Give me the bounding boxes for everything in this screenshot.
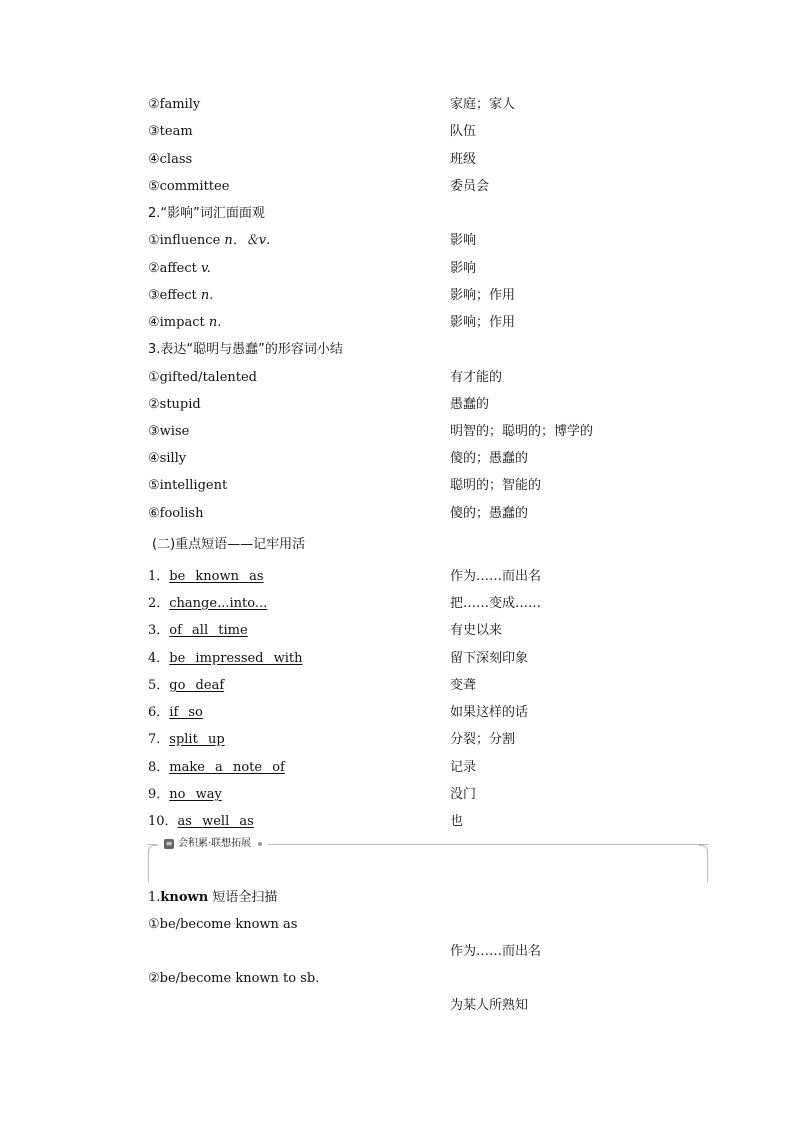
phrase-number: 7． — [148, 732, 170, 747]
vocab-row — [148, 476, 714, 496]
known-meaning: 作为……而出名 — [450, 944, 542, 959]
dot-icon — [258, 842, 262, 846]
phrase-number: 5． — [148, 678, 170, 693]
vocab-word: ③effect n. — [148, 288, 214, 303]
phrase-row — [148, 703, 714, 723]
vocab-meaning: 傻的；愚蠢的 — [450, 506, 529, 521]
box-label — [158, 836, 268, 852]
vocab-word: ②stupid — [148, 397, 201, 412]
vocab-meaning: 聪明的；智能的 — [450, 478, 542, 493]
phrase-number: 3． — [148, 623, 170, 638]
phrase-row — [148, 567, 714, 587]
phrase-meaning: 记录 — [450, 760, 477, 775]
vocab-row — [148, 177, 714, 197]
phrase-text: split up — [169, 732, 225, 747]
phrase-row — [148, 812, 714, 832]
phrase-meaning: 如果这样的话 — [450, 705, 529, 720]
vocab-meaning: 傻的；愚蠢的 — [450, 451, 529, 466]
vocab-word: ⑤committee — [148, 179, 230, 194]
phrase-meaning: 分裂；分割 — [450, 732, 516, 747]
known-keyword: known — [160, 890, 209, 905]
vocab-word: ④class — [148, 152, 193, 167]
box-border-left — [148, 845, 157, 882]
vocab-row — [148, 313, 714, 333]
phrase-text: be known as — [169, 569, 264, 584]
phrase-number: 2． — [148, 596, 170, 611]
phrase-number: 9． — [148, 787, 170, 802]
phrase-meaning: 留下深刻印象 — [450, 651, 529, 666]
vocab-meaning: 愚蠢的 — [450, 397, 490, 412]
known-phrase: ②be/become known to sb. — [148, 971, 320, 986]
phrase-text: go deaf — [169, 678, 225, 693]
phrase-row — [148, 730, 714, 750]
phrase-number: 4． — [148, 651, 170, 666]
phrase-row — [148, 785, 714, 805]
phrase-text: be impressed with — [169, 651, 303, 666]
phrase-text: of all time — [169, 623, 248, 638]
phrase-row — [148, 649, 714, 669]
vocab-meaning: 影响；作用 — [450, 288, 516, 303]
vocab-row — [148, 449, 714, 469]
phrase-meaning: 作为……而出名 — [450, 569, 542, 584]
vocab-row — [148, 368, 714, 388]
vocab-row — [148, 286, 714, 306]
vocab-meaning: 有才能的 — [450, 370, 503, 385]
phrase-text: if so — [169, 705, 203, 720]
vocab-row — [148, 504, 714, 524]
phrase-row — [148, 594, 714, 614]
vocab-meaning: 委员会 — [450, 179, 490, 194]
known-item — [148, 969, 714, 989]
vocab-meaning: 影响 — [450, 261, 477, 276]
extension-box — [148, 838, 708, 881]
phrase-text: make a note of — [169, 760, 285, 775]
known-heading — [148, 888, 714, 908]
phrase-number: 10． — [148, 814, 178, 829]
known-phrase: ①be/become known as — [148, 917, 298, 932]
vocab-row — [148, 422, 714, 442]
vocab-row — [148, 395, 714, 415]
vocab-meaning: 队伍 — [450, 124, 477, 139]
vocab-word: ②family — [148, 97, 201, 112]
vocab-row — [148, 231, 714, 251]
vocab-meaning: 影响 — [450, 233, 477, 248]
vocab-word: ③team — [148, 124, 193, 139]
phrase-number: 8． — [148, 760, 170, 775]
vocab-word: ④impact n. — [148, 315, 222, 330]
section-heading: 2.“影响”词汇面面观 — [148, 206, 265, 221]
phrase-row — [148, 758, 714, 778]
phrase-text: change...into... — [169, 596, 268, 611]
vocab-word: ①gifted/talented — [148, 370, 258, 385]
vocab-meaning: 班级 — [450, 152, 477, 167]
vocab-word: ④silly — [148, 451, 187, 466]
phrase-meaning: 也 — [450, 814, 464, 829]
phrase-text: as well as — [177, 814, 254, 829]
phrases-heading: (二)重点短语——记牢用活 — [152, 537, 306, 552]
vocab-word: ⑥foolish — [148, 506, 204, 521]
vocab-word: ②affect v. — [148, 261, 211, 276]
known-item — [148, 915, 714, 935]
vocab-word: ③wise — [148, 424, 190, 439]
vocab-row — [148, 259, 714, 279]
phrase-row — [148, 621, 714, 641]
known-item-meaning-row — [148, 942, 714, 962]
section-heading: 3.表达“聪明与愚蠢”的形容词小结 — [148, 342, 343, 357]
phrase-meaning: 变聋 — [450, 678, 477, 693]
vocab-meaning: 明智的；聪明的；博学的 — [450, 424, 594, 439]
phrase-meaning: 有史以来 — [450, 623, 503, 638]
vocab-word: ①influence n．＆v． — [148, 233, 280, 248]
phrase-number: 1． — [148, 569, 170, 584]
box-border-right — [699, 845, 708, 882]
known-title-text: 短语全扫描 — [208, 890, 278, 905]
known-number: 1. — [148, 890, 161, 905]
vocab-row — [148, 150, 714, 170]
known-item-meaning-row — [148, 996, 714, 1016]
phrase-meaning: 没门 — [450, 787, 477, 802]
phrase-meaning: 把……变成…… — [450, 596, 542, 611]
note-icon: ≡ — [165, 839, 173, 848]
phrase-text: no way — [169, 787, 222, 802]
vocab-row — [148, 95, 714, 115]
vocab-row — [148, 122, 714, 142]
box-label-text: 会积累·联想拓展 — [178, 838, 252, 849]
phrase-row — [148, 676, 714, 696]
phrase-number: 6． — [148, 705, 170, 720]
known-meaning: 为某人所熟知 — [450, 998, 529, 1013]
vocab-meaning: 影响；作用 — [450, 315, 516, 330]
vocab-meaning: 家庭；家人 — [450, 97, 516, 112]
vocab-word: ⑤intelligent — [148, 478, 228, 493]
